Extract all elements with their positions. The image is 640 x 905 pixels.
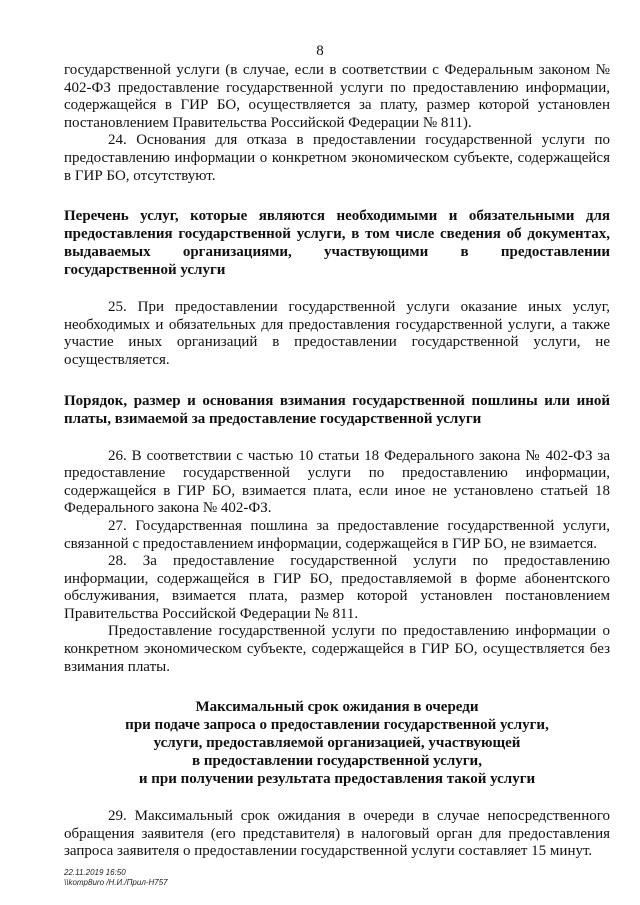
heading-state-fee: Порядок, размер и основания взимания государственной пошлины или иной платы, взимаемой за предоставление государственной услуги [64,392,610,427]
heading-queue-time-line-1: Максимальный срок ожидания в очереди [195,699,479,716]
paragraph-28: 28. За предоставление государственной услуги по предоставлению информации, содержащейся в ГИР БО, предоставляемой в форме абонентского обслуживания, взимается плата, размер которой установлен постановлением Правительства Российской Федерации № 811. [64,553,610,622]
paragraph-28-continued: Предоставление государственной услуги по предоставлению информации о конкретном экономическом субъекте, содержащейся в ГИР БО, осуществляется без взимания платы. [64,623,610,675]
heading-queue-time-line-3: услуги, предоставляемой организацией, участвующей [153,735,521,752]
page-number: 8 [316,43,324,59]
document-body [64,62,610,861]
heading-queue-time-line-5: и при получении результата предоставления такой услуги [138,771,536,788]
paragraph-26: 26. В соответствии с частью 10 статьи 18 Федерального закона № 402-ФЗ за предоставление государственной услуги по предоставлению информации, содержащейся в ГИР БО, взимается плата, если иное не установлено статьей 18 Федерального закона № 402-ФЗ. [64,447,610,517]
paragraph-29: 29. Максимальный срок ожидания в очереди в случае непосредственного обращения заявителя (его представителя) в налоговый орган для предоставления запроса заявителя о предоставлении государственной услуги составляет 15 минут. [64,808,610,860]
footer-file-path: \\komp8uro /Н.И./Прил-Н757 [64,878,168,887]
heading-required-services: Перечень услуг, которые являются необходимыми и обязательными для предоставления государственной услуги, в том числе сведения об документах, выдаваемых организациями, участвующими в предоставлении государственной услуги [64,208,610,279]
paragraph-continuation: государственной услуги (в случае, если в соответствии с Федеральным законом № 402-ФЗ предоставление государственной услуги по предоставлению информации, содержащейся в ГИР БО, осуществляется за плату, размер которой установлен постановлением Правительства Российской Федерации № 811). [64,62,610,131]
heading-queue-time-line-4: в предоставлении государственной услуги, [192,753,482,770]
heading-queue-time-line-2: при подаче запроса о предоставлении государственной услуги, [125,717,549,734]
paragraph-25: 25. При предоставлении государственной услуги оказание иных услуг, необходимых и обязательных для предоставления государственной услуги, а также участие иных организаций в предоставлении государственной услуги, не осуществляется. [64,299,610,368]
paragraph-27: 27. Государственная пошлина за предоставление государственной услуги, связанной с предоставлением информации, содержащейся в ГИР БО, не взимается. [64,517,610,552]
paragraph-24: 24. Основания для отказа в предоставлении государственной услуги по предоставлению информации о конкретном экономическом субъекте, содержащейся в ГИР БО, отсутствуют. [64,132,610,184]
footer-date: 22.11.2019 16:50 [64,868,126,877]
footer-stamp [64,868,168,888]
heading-queue-time [64,698,610,788]
